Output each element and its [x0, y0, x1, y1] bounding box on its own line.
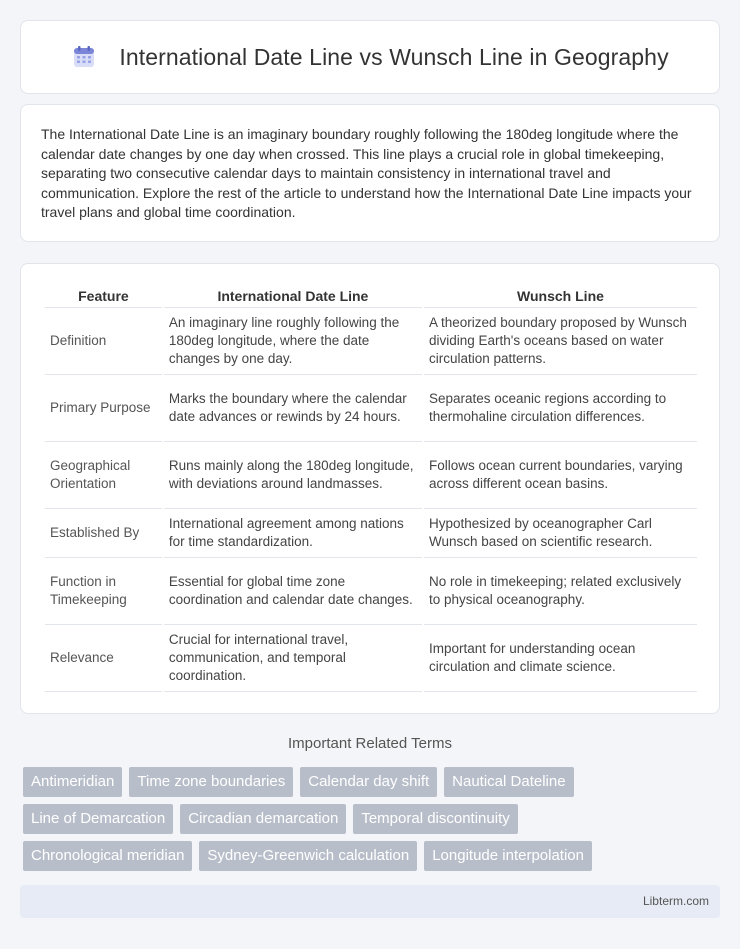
- table-cell: An imaginary line roughly following the 180deg longitude, where the date changes by one day.: [164, 308, 422, 375]
- related-term-tag[interactable]: Longitude interpolation: [424, 841, 592, 871]
- tag-row: [23, 804, 723, 834]
- footer-site-link[interactable]: Libterm.com: [642, 894, 709, 908]
- footer: [20, 885, 720, 918]
- table-cell: Hypothesized by oceanographer Carl Wunsch based on scientific research.: [424, 509, 697, 558]
- table-cell-feature: Geographical Orientation: [45, 442, 162, 509]
- tag-row: [23, 841, 723, 871]
- intro-text: The International Date Line is an imaginary boundary roughly following the 180deg longitude where the calendar date changes by one day when crossed. This line plays a crucial role in global timekeeping, separating two consecutive calendar days to maintain consistency in international travel and communication. Explore the rest of the article to understand how the International Date Line impacts your travel plans and global time coordination.: [41, 126, 692, 221]
- related-term-tag[interactable]: Sydney-Greenwich calculation: [199, 841, 417, 871]
- table-cell: Important for understanding ocean circulation and climate science.: [424, 625, 697, 692]
- related-terms-title: Important Related Terms: [288, 735, 452, 752]
- intro-card: [20, 104, 720, 242]
- calendar-icon: [71, 44, 97, 70]
- related-term-tag[interactable]: Antimeridian: [23, 767, 122, 797]
- tag-row: [23, 767, 723, 797]
- related-term-tag[interactable]: Nautical Dateline: [444, 767, 573, 797]
- table-row: [45, 375, 697, 442]
- table-header: Wunsch Line: [424, 284, 697, 308]
- related-terms-list: [23, 767, 723, 878]
- table-cell: Marks the boundary where the calendar date advances or rewinds by 24 hours.: [164, 375, 422, 442]
- table-cell-feature: Definition: [45, 308, 162, 375]
- table-row: [45, 308, 697, 375]
- table-cell: Follows ocean current boundaries, varying across different ocean basins.: [424, 442, 697, 509]
- comparison-card: [20, 263, 720, 714]
- table-cell: Crucial for international travel, communication, and temporal coordination.: [164, 625, 422, 692]
- table-cell-feature: Function in Timekeeping: [45, 558, 162, 625]
- table-row: [45, 509, 697, 558]
- table-header: International Date Line: [164, 284, 422, 308]
- comparison-table: [43, 284, 699, 692]
- table-cell-feature: Established By: [45, 509, 162, 558]
- table-cell: Separates oceanic regions according to thermohaline circulation differences.: [424, 375, 697, 442]
- table-header: Feature: [45, 284, 162, 308]
- title-card: [20, 20, 720, 94]
- table-row: [45, 442, 697, 509]
- table-cell-feature: Relevance: [45, 625, 162, 692]
- table-cell-feature: Primary Purpose: [45, 375, 162, 442]
- related-term-tag[interactable]: Calendar day shift: [300, 767, 437, 797]
- table-cell: Runs mainly along the 180deg longitude, with deviations around landmasses.: [164, 442, 422, 509]
- table-cell: International agreement among nations for time standardization.: [164, 509, 422, 558]
- related-term-tag[interactable]: Line of Demarcation: [23, 804, 173, 834]
- table-cell: A theorized boundary proposed by Wunsch dividing Earth's oceans based on water circulation patterns.: [424, 308, 697, 375]
- table-row: [45, 625, 697, 692]
- related-term-tag[interactable]: Time zone boundaries: [129, 767, 293, 797]
- table-cell: Essential for global time zone coordination and calendar date changes.: [164, 558, 422, 625]
- table-header-row: [45, 284, 697, 308]
- related-term-tag[interactable]: Chronological meridian: [23, 841, 192, 871]
- table-cell: No role in timekeeping; related exclusively to physical oceanography.: [424, 558, 697, 625]
- table-row: [45, 558, 697, 625]
- related-term-tag[interactable]: Circadian demarcation: [180, 804, 346, 834]
- page-title: International Date Line vs Wunsch Line in Geography: [119, 43, 669, 70]
- related-term-tag[interactable]: Temporal discontinuity: [353, 804, 517, 834]
